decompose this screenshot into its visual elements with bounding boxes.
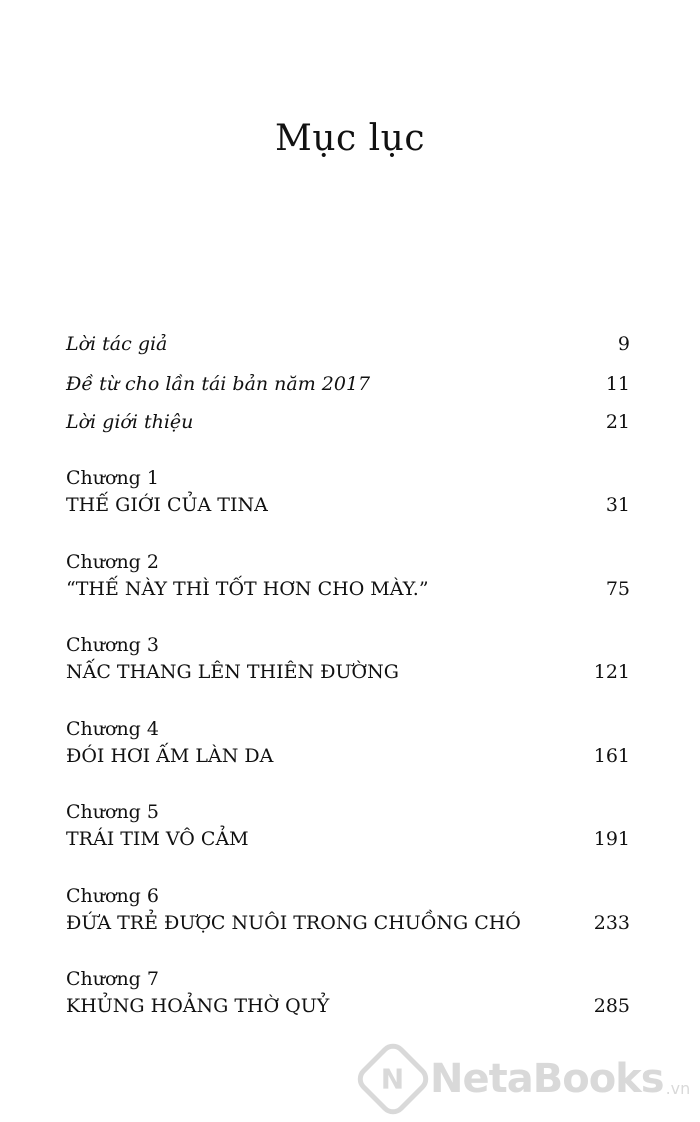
toc-entry[interactable] <box>66 660 630 684</box>
toc-entry[interactable] <box>66 410 630 434</box>
netabooks-logo-icon <box>352 1038 434 1120</box>
toc-entry-page: 285 <box>593 995 630 1017</box>
page-title: Mục lục <box>274 118 425 159</box>
chapter-title: NẤC THANG LÊN THIÊN ĐƯỜNG <box>66 661 399 683</box>
toc-entry[interactable] <box>66 994 630 1018</box>
toc-entry-page: 11 <box>605 373 630 395</box>
watermark-brand: NetaBooks <box>430 1056 664 1102</box>
watermark-suffix: .vn <box>665 1079 691 1098</box>
toc-entry[interactable] <box>66 911 630 935</box>
toc-entry-page: 233 <box>593 912 630 934</box>
chapter-title: ĐÓI HƠI ẤM LÀN DA <box>66 745 274 767</box>
chapter-title: THẾ GIỚI CỦA TINA <box>66 494 268 516</box>
chapter-number: Chương 3 <box>66 634 159 656</box>
toc-entry[interactable] <box>66 577 630 601</box>
chapter-number: Chương 2 <box>66 551 159 573</box>
chapter-title: TRÁI TIM VÔ CẢM <box>66 828 249 850</box>
toc-entry-page: 121 <box>593 661 630 683</box>
chapter-title: “THẾ NÀY THÌ TỐT HƠN CHO MÀY.” <box>66 578 429 600</box>
toc-entry-page: 31 <box>605 494 630 516</box>
toc-entry-page: 21 <box>605 411 630 433</box>
toc-entry-label: Lời tác giả <box>66 333 168 355</box>
toc-entry[interactable] <box>66 744 630 768</box>
chapter-number: Chương 7 <box>66 968 159 990</box>
chapter-title: ĐỨA TRẺ ĐƯỢC NUÔI TRONG CHUỒNG CHÓ <box>66 912 521 934</box>
toc-entry-page: 9 <box>617 333 630 355</box>
toc-entry-label: Đề từ cho lần tái bản năm 2017 <box>66 373 371 395</box>
chapter-title: KHỦNG HOẢNG THỜ QUỶ <box>66 995 330 1017</box>
logo-letter: N <box>381 1062 405 1096</box>
chapter-number: Chương 1 <box>66 467 159 489</box>
toc-entry-page: 161 <box>593 745 630 767</box>
toc-entry[interactable] <box>66 493 630 517</box>
toc-entry-page: 75 <box>605 578 630 600</box>
toc-entry-label: Lời giới thiệu <box>66 411 194 433</box>
toc-entry[interactable] <box>66 827 630 851</box>
toc-entry[interactable] <box>66 372 630 396</box>
watermark <box>364 1046 690 1112</box>
toc-entry-page: 191 <box>593 828 630 850</box>
toc-entry[interactable] <box>66 332 630 356</box>
chapter-number: Chương 5 <box>66 801 159 823</box>
chapter-number: Chương 4 <box>66 718 159 740</box>
chapter-number: Chương 6 <box>66 885 159 907</box>
